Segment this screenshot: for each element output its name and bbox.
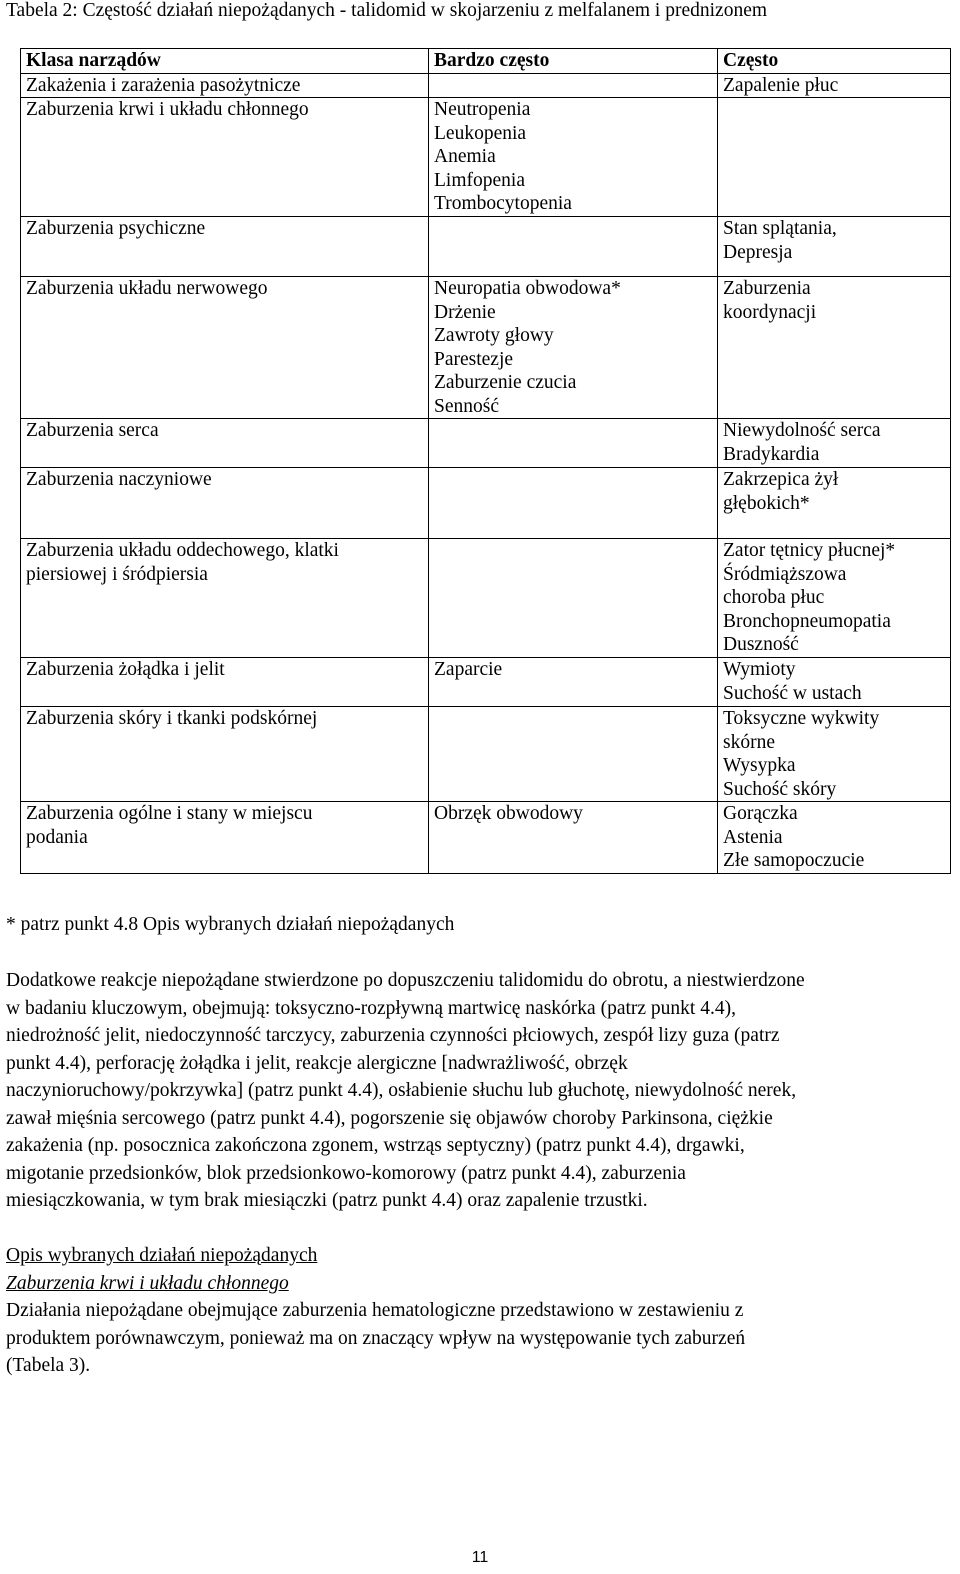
organ-class-cell [21, 539, 429, 658]
table-header-row [21, 49, 951, 74]
cell-line: Limfopenia [434, 169, 525, 191]
additional-reactions-paragraph [6, 967, 954, 1215]
cell-line: Bronchopneumopatia [723, 610, 891, 632]
organ-class-cell [21, 98, 429, 217]
paragraph-line: Dodatkowe reakcje niepożądane stwierdzone po dopuszczeniu talidomidu do obrotu, a niestwierdzone [6, 970, 805, 991]
common-cell [718, 658, 951, 707]
header-organ-class: Klasa narządów [21, 49, 429, 74]
table-row [21, 539, 951, 658]
cell-line: Parestezje [434, 348, 514, 370]
paragraph-line: miesiączkowania, w tym brak miesiączki (patrz punkt 4.4) oraz zapalenie trzustki. [6, 1190, 648, 1211]
table-footnote: * patrz punkt 4.8 Opis wybranych działań niepożądanych [6, 914, 455, 935]
cell-line: Senność [434, 395, 499, 417]
paragraph-line: naczynioruchowy/pokrzywka] (patrz punkt 4.4), osłabienie słuchu lub głuchotę, niewydolność nerek, [6, 1080, 797, 1101]
table-row [21, 419, 951, 468]
very-common-cell [429, 277, 718, 419]
cell-line: Duszność [723, 634, 799, 655]
cell-line: Zaburzenia psychiczne [26, 218, 206, 239]
cell-line: Toksyczne wykwity [723, 708, 880, 729]
paragraph-line: migotanie przedsionków, blok przedsionkowo-komorowy (patrz punkt 4.4), zaburzenia [6, 1162, 686, 1184]
very-common-cell [429, 658, 718, 707]
adverse-reactions-table [20, 48, 951, 874]
cell-line: Wysypka [723, 755, 796, 776]
paragraph-line: w badaniu kluczowym, obejmują: toksyczno-rozpływną martwicę naskórka (patrz punkt 4.4), [6, 997, 736, 1019]
cell-line: Zaburzenia krwi i układu chłonnego [26, 99, 309, 120]
paragraph-line: zakażenia (np. posocznica zakończona zgonem, wstrząs septyczny) (patrz punkt 4.4), drgawki, [6, 1135, 745, 1156]
cell-line: Zakażenia i zarażenia pasożytnicze [26, 74, 301, 96]
cell-line: Zaburzenia żołądka i jelit [26, 659, 225, 680]
common-cell [718, 73, 951, 98]
cell-line: Zator tętnicy płucnej* [723, 540, 896, 561]
paragraph-line: (Tabela 3). [6, 1355, 91, 1376]
cell-line: Zaparcie [434, 659, 503, 680]
very-common-cell [429, 98, 718, 217]
common-cell [718, 802, 951, 874]
cell-line: podania [26, 826, 88, 848]
cell-line: Anemia [434, 146, 496, 167]
very-common-cell [429, 73, 718, 98]
paragraph-line: Działania niepożądane obejmujące zaburzenia hematologiczne przedstawiono w zestawieniu z [6, 1300, 744, 1321]
cell-line: Leukopenia [434, 122, 527, 144]
cell-line: Bradykardia [723, 443, 820, 465]
header-common: Często [718, 49, 951, 74]
cell-line: Zaburzenia układu nerwowego [26, 278, 268, 299]
cell-line: skórne [723, 731, 775, 753]
cell-line: Zaburzenia naczyniowe [26, 469, 212, 490]
cell-line: Depresja [723, 241, 793, 263]
cell-line: Drżenie [434, 301, 496, 323]
cell-line: Śródmiąższowa [723, 563, 847, 585]
paragraph-line: niedrożność jelit, niedoczynność tarczycy, zaburzenia czynności płciowych, zespół lizy guza (patrz [6, 1025, 780, 1046]
cell-line: choroba płuc [723, 587, 825, 608]
cell-line: Trombocytopenia [434, 193, 572, 214]
table-row [21, 658, 951, 707]
organ-class-cell [21, 419, 429, 468]
common-cell [718, 468, 951, 539]
cell-line: Zaburzenia układu oddechowego, klatki [26, 540, 339, 561]
organ-class-cell [21, 707, 429, 802]
table-row [21, 73, 951, 98]
very-common-cell [429, 217, 718, 277]
very-common-cell [429, 707, 718, 802]
cell-line: koordynacji [723, 301, 817, 323]
cell-line: Zaburzenie czucia [434, 372, 577, 393]
section-heading: Opis wybranych działań niepożądanych [6, 1245, 318, 1266]
very-common-cell [429, 468, 718, 539]
cell-line: Suchość w ustach [723, 682, 862, 704]
very-common-cell [429, 539, 718, 658]
cell-line: Zaburzenia ogólne i stany w miejscu [26, 803, 313, 824]
hematologic-paragraph [6, 1297, 954, 1380]
cell-line: Zapalenie płuc [723, 74, 839, 96]
common-cell [718, 217, 951, 277]
paragraph-line: punkt 4.4), perforację żołądka i jelit, reakcje alergiczne [nadwrażliwość, obrzęk [6, 1052, 628, 1074]
very-common-cell [429, 419, 718, 468]
table-row [21, 707, 951, 802]
cell-line: Obrzęk obwodowy [434, 803, 583, 824]
table-row [21, 217, 951, 277]
cell-line: Neuropatia obwodowa* [434, 278, 621, 299]
cell-line: głębokich* [723, 492, 810, 514]
table-row [21, 468, 951, 539]
common-cell [718, 539, 951, 658]
cell-line: Zaburzenia skóry i tkanki podskórnej [26, 708, 318, 729]
cell-line: Zawroty głowy [434, 325, 554, 346]
very-common-cell [429, 802, 718, 874]
organ-class-cell [21, 73, 429, 98]
cell-line: Astenia [723, 826, 783, 848]
table-row [21, 277, 951, 419]
cell-line: Neutropenia [434, 99, 531, 120]
cell-line: Zaburzenia [723, 278, 811, 299]
common-cell [718, 98, 951, 217]
header-very-common: Bardzo często [429, 49, 718, 74]
page-number: 11 [471, 1549, 489, 1566]
organ-class-cell [21, 802, 429, 874]
cell-line: Gorączka [723, 803, 798, 824]
cell-line: Zaburzenia serca [26, 420, 159, 441]
common-cell [718, 277, 951, 419]
cell-line: Stan splątania, [723, 218, 837, 239]
organ-class-cell [21, 658, 429, 707]
paragraph-line: produktem porównawczym, ponieważ ma on znaczący wpływ na występowanie tych zaburzeń [6, 1327, 746, 1349]
common-cell [718, 419, 951, 468]
cell-line: Suchość skóry [723, 778, 837, 800]
cell-line: Wymioty [723, 659, 796, 680]
cell-line: Zakrzepica żył [723, 469, 839, 490]
cell-line: piersiowej i śródpiersia [26, 563, 208, 585]
organ-class-cell [21, 277, 429, 419]
table-caption: Tabela 2: Częstość działań niepożądanych - talidomid w skojarzeniu z melfalanem i prednizonem [6, 0, 768, 21]
table-body [21, 73, 951, 873]
paragraph-line: zawał mięśnia sercowego (patrz punkt 4.4), pogorszenie się objawów choroby Parkinsona, ciężkie [6, 1107, 773, 1129]
table-row [21, 98, 951, 217]
organ-class-cell [21, 217, 429, 277]
cell-line: Niewydolność serca [723, 420, 881, 441]
table-row [21, 802, 951, 874]
subsection-heading: Zaburzenia krwi i układu chłonnego [6, 1273, 289, 1294]
cell-line: Złe samopoczucie [723, 850, 865, 871]
organ-class-cell [21, 468, 429, 539]
common-cell [718, 707, 951, 802]
